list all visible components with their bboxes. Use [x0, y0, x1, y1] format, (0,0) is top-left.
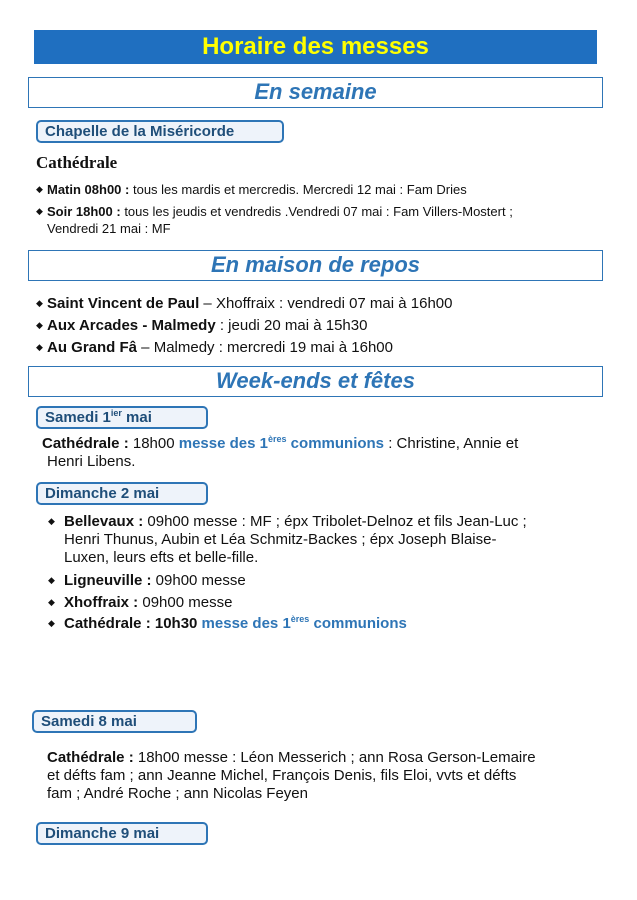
bullet-icon: ◆ [36, 298, 43, 308]
tag-chapelle: Chapelle de la Miséricorde [36, 120, 284, 143]
list-item: Ligneuville : 09h00 messe [64, 572, 246, 589]
list-item: Matin 08h00 : tous les mardis et mercredis. Mercredi 12 mai : Fam Dries [47, 182, 467, 197]
tag-dimanche-2: Dimanche 2 mai [36, 482, 208, 505]
bullet-icon: ◆ [48, 597, 55, 607]
list-item: Cathédrale : 10h30 messe des 1ères communions [64, 614, 407, 632]
bullet-icon: ◆ [36, 320, 43, 330]
mass-entry: Cathédrale : 18h00 messe des 1ères communions : Christine, Annie et Henri Libens. [42, 434, 519, 470]
bullet-icon: ◆ [36, 206, 43, 216]
section-header-repos: En maison de repos [28, 250, 603, 281]
bullet-icon: ◆ [36, 342, 43, 352]
bullet-icon: ◆ [36, 184, 43, 194]
section-header-semaine: En semaine [28, 77, 603, 108]
place-cathedrale: Cathédrale [36, 153, 118, 172]
tag-samedi-8: Samedi 8 mai [32, 710, 197, 733]
list-item: Saint Vincent de Paul – Xhoffraix : vendredi 07 mai à 16h00 [47, 295, 453, 312]
tag-samedi-1: Samedi $1^{ier}$ mai [36, 406, 208, 429]
list-item: Aux Arcades - Malmedy : jeudi 20 mai à 15h30 [47, 317, 368, 334]
bullet-icon: ◆ [48, 516, 55, 526]
section-header-weekends: Week-ends et fêtes [28, 366, 603, 397]
list-item: Soir 18h00 : tous les jeudis et vendredis .Vendredi 07 mai : Fam Villers-Mostert ; Vendredi 21 mai : MF [47, 204, 513, 236]
bullet-icon: ◆ [48, 618, 55, 628]
list-item: Bellevaux : 09h00 messe : MF ; épx Tribolet-Delnoz et fils Jean-Luc ; Henri Thunus, Aubin et Léa Schmitz-Backes ; épx Joseph Blaise- Luxen, leurs efts et belle-fille. [64, 513, 527, 566]
tag-dimanche-9: Dimanche 9 mai [36, 822, 208, 845]
page-title: Horaire des messes [34, 30, 597, 64]
list-item: Xhoffraix : 09h00 messe [64, 594, 233, 611]
list-item: Au Grand Fâ – Malmedy : mercredi 19 mai à 16h00 [47, 339, 393, 356]
mass-entry: Cathédrale : 18h00 messe : Léon Messerich ; ann Rosa Gerson-Lemaire et défts fam ; ann Jeanne Michel, François Denis, fils Eloi, vvts et défts fam ; André Roche ; ann Nicolas Feyen [47, 749, 536, 802]
bullet-icon: ◆ [48, 575, 55, 585]
